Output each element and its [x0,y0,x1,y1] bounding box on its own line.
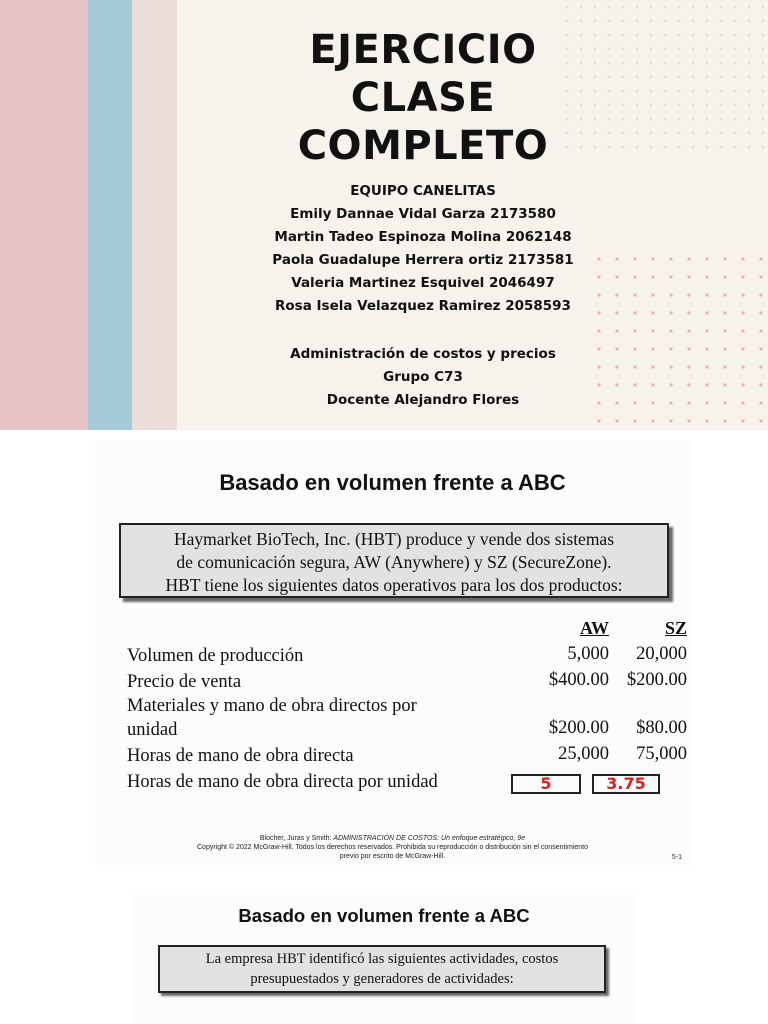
column-header-sz: SZ [664,618,687,638]
row-label: Horas de mano de obra directa [127,746,354,766]
aw-value: $400.00 [548,670,609,690]
row-label: Materiales y mano de obra directos por [127,696,417,716]
sz-result-box: 3.75 [592,774,660,794]
cover-title-line: EJERCICIO [309,27,537,73]
course-name: Administración de costos y precios [290,346,556,362]
row-label: Precio de venta [127,672,242,692]
page-number: 5-1 [671,854,682,861]
aw-value: 5,000 [567,644,609,664]
blue-stripe [88,0,132,430]
intro-line: presupuestados y generadores de actividades: [250,971,514,987]
sz-value: $200.00 [626,670,687,690]
teacher-name: Docente Alejandro Flores [326,392,520,408]
footer-authors: Blocher, Juras y Smith: [259,835,334,842]
row-label-continued: unidad [127,720,178,740]
column-header-aw: AW [579,618,609,638]
team-member: Emily Dannae Vidal Garza 2173580 [290,206,556,222]
footer-book-title: ADMINISTRACIÓN DE COSTOS: Un enfoque estratégico, 9e [333,835,526,842]
intro-box [119,523,669,598]
intro-line: Haymarket BioTech, Inc. (HBT) produce y vende dos sistemas [173,529,615,549]
intro-box [158,945,606,993]
sz-value: 75,000 [636,744,687,764]
sz-value: $80.00 [636,718,687,738]
team-block [230,180,616,318]
row-label: Volumen de producción [127,646,304,666]
pink-stripe [0,0,88,430]
cover-title [230,26,616,170]
intro-line: La empresa HBT identificó las siguientes actividades, costos [205,951,559,967]
slide-activities [132,895,636,1024]
footer-copyright-continued: previo por escrito de McGraw-Hill. [339,853,446,860]
cover-title-line: COMPLETO [297,123,549,169]
team-member: Valeria Martinez Esquivel 2046497 [291,275,555,291]
team-member: Martin Tadeo Espinoza Molina 2062148 [274,229,572,245]
intro-line: de comunicación segura, AW (Anywhere) y SZ (SecureZone). [176,552,612,572]
row-label: Horas de mano de obra directa por unidad [127,772,438,792]
aw-value: 25,000 [558,744,609,764]
footer-copyright: Copyright © 2022 McGraw-Hill. Todos los derechos reservados. Prohibida su reproducción o distribución sin el consentimiento [197,844,588,851]
team-name: EQUIPO CANELITAS [350,183,496,199]
slide-footer [135,834,650,861]
aw-result-box: 5 [511,774,581,794]
team-member: Paola Guadalupe Herrera ortiz 2173581 [272,252,574,268]
slide-title: Basado en volumen frente a ABC [238,905,530,926]
slide-title: Basado en volumen frente a ABC [219,470,566,495]
group-name: Grupo C73 [383,369,463,385]
team-member: Rosa Isela Velazquez Ramirez 2058593 [275,298,571,314]
sz-value: 20,000 [636,644,687,664]
intro-line: HBT tiene los siguientes datos operativos para los dos productos: [165,575,623,595]
cover-title-line: CLASE [350,75,496,121]
beige-stripe [132,0,177,430]
footer-citation [135,834,650,843]
cover-slide [0,0,768,430]
aw-value: $200.00 [548,718,609,738]
slide-operating-data [95,440,690,865]
dot-pattern-bottom [590,250,768,430]
course-block [230,343,616,412]
